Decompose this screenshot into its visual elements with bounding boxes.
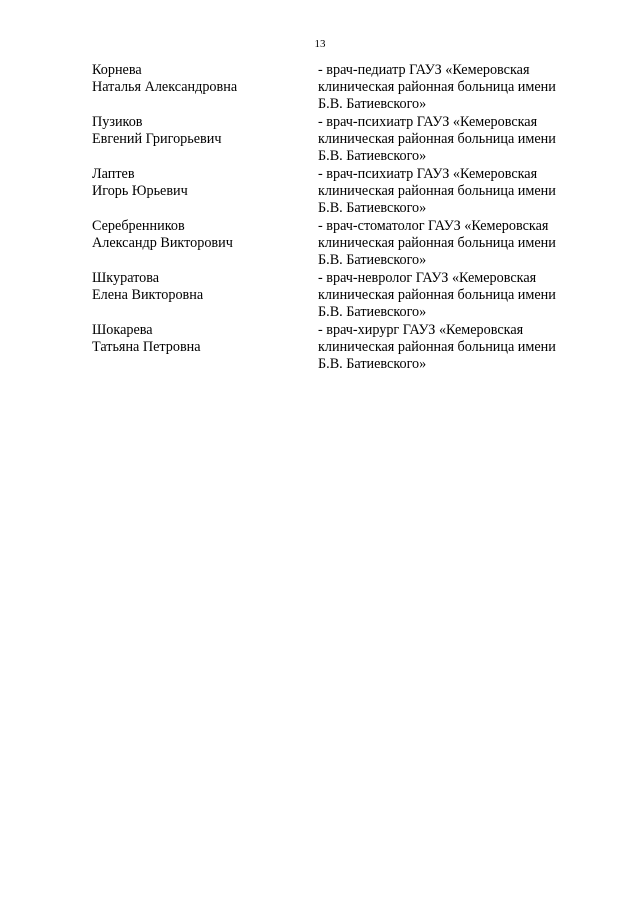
person-name — [92, 322, 302, 356]
role-line: клиническая районная больница имени — [318, 339, 556, 355]
role-line: Б.В. Батиевского» — [318, 148, 427, 164]
role-line: - врач-хирург ГАУЗ «Кемеровская — [318, 322, 524, 338]
person-name — [92, 62, 302, 96]
role-line: Б.В. Батиевского» — [318, 356, 427, 372]
person-surname: Шкуратова — [92, 270, 160, 286]
role-line: - врач-педиатр ГАУЗ «Кемеровская — [318, 62, 530, 78]
page-number: 13 — [314, 38, 326, 50]
role-line: Б.В. Батиевского» — [318, 200, 427, 216]
role-line: клиническая районная больница имени — [318, 131, 556, 147]
person-role — [318, 218, 588, 269]
person-role — [318, 166, 588, 217]
person-surname: Пузиков — [92, 114, 143, 130]
person-given-names: Игорь Юрьевич — [92, 183, 188, 199]
person-name — [92, 218, 302, 252]
person-given-names: Наталья Александровна — [92, 79, 238, 95]
role-line: клиническая районная больница имени — [318, 183, 556, 199]
role-line: - врач-психиатр ГАУЗ «Кемеровская — [318, 166, 538, 182]
role-line: клиническая районная больница имени — [318, 235, 556, 251]
person-given-names: Татьяна Петровна — [92, 339, 201, 355]
person-name — [92, 114, 302, 148]
role-line: - врач-невролог ГАУЗ «Кемеровская — [318, 270, 537, 286]
role-line: Б.В. Батиевского» — [318, 304, 427, 320]
person-given-names: Елена Викторовна — [92, 287, 204, 303]
person-name — [92, 270, 302, 304]
role-line: Б.В. Батиевского» — [318, 252, 427, 268]
person-surname: Лаптев — [92, 166, 135, 182]
role-line: - врач-стоматолог ГАУЗ «Кемеровская — [318, 218, 549, 234]
person-surname: Шокарева — [92, 322, 153, 338]
person-role — [318, 270, 588, 321]
person-role — [318, 322, 588, 373]
role-line: клиническая районная больница имени — [318, 287, 556, 303]
role-line: Б.В. Батиевского» — [318, 96, 427, 112]
person-surname: Корнева — [92, 62, 142, 78]
role-line: - врач-психиатр ГАУЗ «Кемеровская — [318, 114, 538, 130]
person-role — [318, 114, 588, 165]
role-line: клиническая районная больница имени — [318, 79, 556, 95]
person-name — [92, 166, 302, 200]
person-given-names: Евгений Григорьевич — [92, 131, 222, 147]
person-surname: Серебренников — [92, 218, 185, 234]
person-given-names: Александр Викторович — [92, 235, 233, 251]
person-role — [318, 62, 588, 113]
